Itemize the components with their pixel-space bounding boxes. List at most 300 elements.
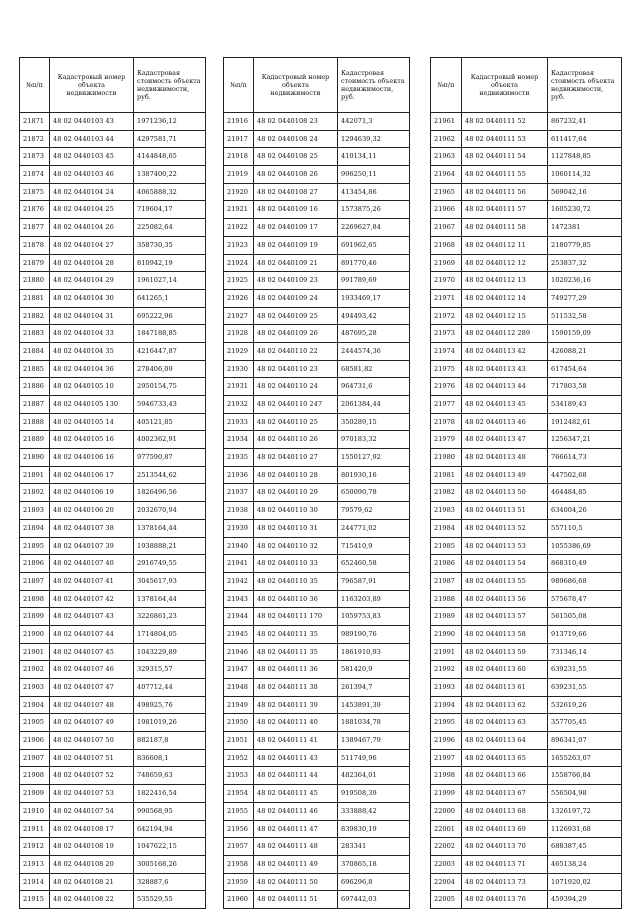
cadastral-number-cell: 48 02 0440110 36 [254,590,338,608]
table-header-row [224,58,410,113]
cadastral-value-cell: 3005168,26 [134,855,206,873]
cadastral-value-cell: 2444574,36 [338,342,410,360]
table-row [431,342,622,360]
cadastral-value-cell: 482364,01 [338,767,410,785]
row-number-cell: 21943 [224,590,254,608]
table-row [431,254,622,272]
cadastral-value-cell: 575678,47 [548,590,622,608]
table-row [224,148,410,166]
table-row [224,413,410,431]
row-number-cell: 21972 [431,307,462,325]
cadastral-value-cell: 1126931,68 [548,820,622,838]
table-row [20,219,206,237]
table-row [20,643,206,661]
cadastral-value-cell: 1861910,93 [338,643,410,661]
row-number-cell: 21920 [224,183,254,201]
row-number-cell: 21928 [224,325,254,343]
cadastral-number-cell: 48 02 0440111 48 [254,838,338,856]
table-row [224,785,410,803]
cadastral-number-cell: 48 02 0440111 51 [254,891,338,909]
row-number-cell: 21991 [431,643,462,661]
table-row [431,201,622,219]
cadastral-value-cell: 1558766,84 [548,767,622,785]
cadastral-table-2 [223,57,410,909]
row-number-cell: 21889 [20,431,50,449]
table-row [20,413,206,431]
row-number-cell: 21974 [431,342,462,360]
cadastral-value-cell: 557110,5 [548,519,622,537]
cadastral-value-cell: 358730,35 [134,236,206,254]
row-number-cell: 22000 [431,802,462,820]
cadastral-number-cell: 48 02 0440113 61 [462,679,548,697]
table-row [20,113,206,131]
cadastral-number-cell: 48 02 0440111 44 [254,767,338,785]
row-number-cell: 21932 [224,396,254,414]
table-row [20,148,206,166]
cadastral-number-cell: 48 02 0440106 17 [50,466,134,484]
row-number-cell: 21876 [20,201,50,219]
cadastral-number-cell: 48 02 0440109 17 [254,219,338,237]
cadastral-value-cell: 650090,78 [338,484,410,502]
cadastral-value-cell: 1163203,89 [338,590,410,608]
row-number-cell: 21960 [224,891,254,909]
cadastral-number-cell: 48 02 0440113 58 [462,625,548,643]
row-number-cell: 22004 [431,873,462,891]
table-row [20,625,206,643]
cadastral-value-cell: 535529,55 [134,891,206,909]
cadastral-number-cell: 48 02 0440111 36 [254,661,338,679]
row-number-cell: 21999 [431,785,462,803]
table-row [224,537,410,555]
row-number-cell: 21888 [20,413,50,431]
row-number-cell: 22001 [431,820,462,838]
cadastral-number-cell: 48 02 0440108 17 [50,820,134,838]
row-number-cell: 21923 [224,236,254,254]
cadastral-number-cell: 48 02 0440113 54 [462,555,548,573]
table-row [431,449,622,467]
row-number-cell: 21935 [224,449,254,467]
row-number-cell: 21896 [20,555,50,573]
row-number-cell: 21955 [224,802,254,820]
cadastral-value-cell: 697442,03 [338,891,410,909]
table-row [20,519,206,537]
table-row [20,696,206,714]
table-row [224,891,410,909]
table-row [224,484,410,502]
table-row [224,130,410,148]
cadastral-number-cell: 48 02 0440108 21 [50,873,134,891]
table-row [431,820,622,838]
row-number-cell: 21977 [431,396,462,414]
table-row [224,219,410,237]
cadastral-number-cell: 48 02 0440107 46 [50,661,134,679]
cadastral-number-cell: 48 02 0440108 20 [50,855,134,873]
cadastral-number-cell: 48 02 0440108 22 [50,891,134,909]
cadastral-value-cell: 1453891,39 [338,696,410,714]
cadastral-value-cell: 278406,09 [134,360,206,378]
table-row [431,714,622,732]
table-row [431,148,622,166]
cadastral-value-cell: 996250,11 [338,166,410,184]
row-number-cell: 21875 [20,183,50,201]
cadastral-number-cell: 48 02 0440112 12 [462,254,548,272]
row-number-cell: 21994 [431,696,462,714]
row-number-cell: 21900 [20,625,50,643]
cadastral-number-cell: 48 02 0440113 67 [462,785,548,803]
row-number-cell: 21983 [431,502,462,520]
cadastral-number-cell: 48 02 0440113 52 [462,519,548,537]
cadastral-number-cell: 48 02 0440110 31 [254,519,338,537]
table-row [20,236,206,254]
table-row [431,537,622,555]
row-number-cell: 21964 [431,166,462,184]
cadastral-number-cell: 48 02 0440113 60 [462,661,548,679]
row-number-cell: 21963 [431,148,462,166]
table-row [20,572,206,590]
cadastral-number-cell: 48 02 0440113 73 [462,873,548,891]
row-number-cell: 21988 [431,590,462,608]
cadastral-value-cell: 511532,58 [548,307,622,325]
table-row [224,466,410,484]
cadastral-value-cell: 1590159,09 [548,325,622,343]
table-row [20,449,206,467]
cadastral-number-cell: 48 02 0440111 54 [462,148,548,166]
row-number-cell: 21878 [20,236,50,254]
row-number-cell: 21979 [431,431,462,449]
cadastral-number-cell: 48 02 0440107 53 [50,785,134,803]
cadastral-number-cell: 48 02 0440113 62 [462,696,548,714]
cadastral-value-cell: 1605230,72 [548,201,622,219]
cadastral-number-cell: 48 02 0440110 28 [254,466,338,484]
cadastral-value-cell: 3226861,23 [134,608,206,626]
cadastral-number-cell: 48 02 0440110 26 [254,431,338,449]
row-number-cell: 21908 [20,767,50,785]
cadastral-number-cell: 48 02 0440113 46 [462,413,548,431]
table-row [20,767,206,785]
row-number-cell: 21965 [431,183,462,201]
table-row [224,378,410,396]
cadastral-value-cell: 1912482,61 [548,413,622,431]
cadastral-number-cell: 48 02 0440111 46 [254,802,338,820]
cadastral-number-cell: 48 02 0440110 22 [254,342,338,360]
table-row [20,590,206,608]
row-number-cell: 21942 [224,572,254,590]
row-number-cell: 21967 [431,219,462,237]
cadastral-number-cell: 48 02 0440107 42 [50,590,134,608]
table-row [431,166,622,184]
table-body [224,113,410,909]
cadastral-number-cell: 48 02 0440109 24 [254,289,338,307]
cadastral-value-cell: 867232,41 [548,113,622,131]
table-row [431,891,622,909]
cadastral-table-1 [19,57,206,909]
cadastral-value-cell: 2061384,44 [338,396,410,414]
cadastral-number-cell: 48 02 0440111 40 [254,714,338,732]
row-number-cell: 21968 [431,236,462,254]
table-row [431,502,622,520]
row-number-cell: 21929 [224,342,254,360]
cadastral-value-cell: 370865,18 [338,855,410,873]
cadastral-value-cell: 1326197,72 [548,802,622,820]
cadastral-value-cell: 868310,49 [548,555,622,573]
row-number-cell: 21886 [20,378,50,396]
cadastral-value-cell: 532619,26 [548,696,622,714]
cadastral-value-cell: 1127848,85 [548,148,622,166]
row-number-cell: 21916 [224,113,254,131]
table-row [20,342,206,360]
cadastral-number-cell: 48 02 0440107 43 [50,608,134,626]
row-number-cell: 21895 [20,537,50,555]
cadastral-value-cell: 569042,16 [548,183,622,201]
row-number-cell: 21966 [431,201,462,219]
table-row [224,820,410,838]
row-number-cell: 21905 [20,714,50,732]
table-row [20,254,206,272]
cadastral-number-cell: 48 02 0440103 44 [50,130,134,148]
row-number-cell: 21931 [224,378,254,396]
table-row [224,502,410,520]
cadastral-number-cell: 48 02 0440110 35 [254,572,338,590]
table-row [224,767,410,785]
cadastral-number-cell: 48 02 0440111 56 [462,183,548,201]
table-row [20,201,206,219]
cadastral-value-cell: 970183,32 [338,431,410,449]
cadastral-value-cell: 225082,64 [134,219,206,237]
table-row [431,431,622,449]
table-row [431,572,622,590]
cadastral-value-cell: 1881034,78 [338,714,410,732]
row-number-cell: 21871 [20,113,50,131]
cadastral-value-cell: 1055386,69 [548,537,622,555]
cadastral-number-cell: 48 02 0440105 16 [50,431,134,449]
row-number-cell: 21954 [224,785,254,803]
cadastral-number-cell: 48 02 0440107 38 [50,519,134,537]
row-number-cell: 21937 [224,484,254,502]
table-body [20,113,206,909]
table-row [224,113,410,131]
row-number-cell: 21904 [20,696,50,714]
cadastral-value-cell: 4297581,71 [134,130,206,148]
cadastral-value-cell: 350289,15 [338,413,410,431]
cadastral-number-cell: 48 02 0440113 48 [462,449,548,467]
row-number-cell: 21945 [224,625,254,643]
cadastral-value-cell: 991789,69 [338,272,410,290]
cadastral-number-cell: 48 02 0440103 45 [50,148,134,166]
cadastral-value-cell: 1933469,17 [338,289,410,307]
header-num: №п/п [431,58,462,113]
cadastral-number-cell: 48 02 0440104 27 [50,236,134,254]
cadastral-value-cell: 1059753,83 [338,608,410,626]
row-number-cell: 21930 [224,360,254,378]
cadastral-number-cell: 48 02 0440113 43 [462,360,548,378]
header-cadastral-value: Кадастровая стоимость объекта недвижимости, руб. [338,58,410,113]
cadastral-number-cell: 48 02 0440109 21 [254,254,338,272]
table-row [20,749,206,767]
cadastral-number-cell: 48 02 0440108 19 [50,838,134,856]
row-number-cell: 21946 [224,643,254,661]
cadastral-number-cell: 48 02 0440113 59 [462,643,548,661]
cadastral-value-cell: 989190,76 [338,625,410,643]
table-row [224,696,410,714]
table-row [431,855,622,873]
cadastral-number-cell: 48 02 0440104 31 [50,307,134,325]
table-row [224,732,410,750]
table-row [20,396,206,414]
cadastral-value-cell: 641265,1 [134,289,206,307]
table-row [431,378,622,396]
table-row [224,289,410,307]
cadastral-value-cell: 919508,39 [338,785,410,803]
table-row [20,891,206,909]
row-number-cell: 21897 [20,572,50,590]
cadastral-value-cell: 1378164,44 [134,519,206,537]
row-number-cell: 21883 [20,325,50,343]
row-number-cell: 21984 [431,519,462,537]
cadastral-number-cell: 48 02 0440111 50 [254,873,338,891]
cadastral-number-cell: 48 02 0440110 23 [254,360,338,378]
cadastral-value-cell: 652460,58 [338,555,410,573]
cadastral-number-cell: 48 02 0440107 52 [50,767,134,785]
cadastral-value-cell: 696296,8 [338,873,410,891]
cadastral-value-cell: 4002362,91 [134,431,206,449]
table-row [224,325,410,343]
cadastral-number-cell: 48 02 0440108 25 [254,148,338,166]
cadastral-number-cell: 48 02 0440112 289 [462,325,548,343]
table-row [431,236,622,254]
cadastral-value-cell: 913719,66 [548,625,622,643]
cadastral-number-cell: 48 02 0440111 45 [254,785,338,803]
cadastral-number-cell: 48 02 0440113 68 [462,802,548,820]
cadastral-number-cell: 48 02 0440112 13 [462,272,548,290]
cadastral-value-cell: 642194,94 [134,820,206,838]
cadastral-value-cell: 405121,85 [134,413,206,431]
row-number-cell: 21970 [431,272,462,290]
cadastral-value-cell: 2950154,75 [134,378,206,396]
cadastral-value-cell: 836608,1 [134,749,206,767]
cadastral-value-cell: 839830,19 [338,820,410,838]
table-row [224,519,410,537]
cadastral-number-cell: 48 02 0440113 50 [462,484,548,502]
cadastral-number-cell: 48 02 0440113 64 [462,732,548,750]
table-row [431,113,622,131]
row-number-cell: 21919 [224,166,254,184]
row-number-cell: 21995 [431,714,462,732]
row-number-cell: 21907 [20,749,50,767]
cadastral-number-cell: 48 02 0440108 23 [254,113,338,131]
row-number-cell: 21922 [224,219,254,237]
table-row [224,307,410,325]
cadastral-value-cell: 581420,9 [338,661,410,679]
row-number-cell: 21990 [431,625,462,643]
cadastral-value-cell: 487695,28 [338,325,410,343]
row-number-cell: 21971 [431,289,462,307]
cadastral-value-cell: 801930,16 [338,466,410,484]
row-number-cell: 21877 [20,219,50,237]
cadastral-number-cell: 48 02 0440111 170 [254,608,338,626]
table-row [20,272,206,290]
table-row [431,767,622,785]
row-number-cell: 21872 [20,130,50,148]
row-number-cell: 21936 [224,466,254,484]
cadastral-value-cell: 796587,91 [338,572,410,590]
table-row [224,855,410,873]
cadastral-value-cell: 1714804,05 [134,625,206,643]
table-row [431,396,622,414]
cadastral-value-cell: 810942,19 [134,254,206,272]
row-number-cell: 21902 [20,661,50,679]
cadastral-value-cell: 766614,73 [548,449,622,467]
cadastral-number-cell: 48 02 0440104 35 [50,342,134,360]
table-header-row [20,58,206,113]
cadastral-number-cell: 48 02 0440113 56 [462,590,548,608]
table-row [431,679,622,697]
row-number-cell: 21957 [224,838,254,856]
cadastral-number-cell: 48 02 0440105 10 [50,378,134,396]
cadastral-number-cell: 48 02 0440104 28 [50,254,134,272]
cadastral-value-cell: 283341 [338,838,410,856]
row-number-cell: 21940 [224,537,254,555]
table-row [20,431,206,449]
header-cadastral-number: Кадастровый номер объекта недвижимости [50,58,134,113]
cadastral-value-cell: 1847188,85 [134,325,206,343]
cadastral-value-cell: 1961027,14 [134,272,206,290]
table-row [431,643,622,661]
row-number-cell: 21958 [224,855,254,873]
row-number-cell: 21934 [224,431,254,449]
row-number-cell: 21910 [20,802,50,820]
row-number-cell: 21925 [224,272,254,290]
row-number-cell: 21874 [20,166,50,184]
cadastral-number-cell: 48 02 0440109 19 [254,236,338,254]
cadastral-number-cell: 48 02 0440109 25 [254,307,338,325]
table-row [20,732,206,750]
cadastral-number-cell: 48 02 0440107 39 [50,537,134,555]
table-row [224,183,410,201]
cadastral-number-cell: 48 02 0440104 33 [50,325,134,343]
cadastral-value-cell: 990568,95 [134,802,206,820]
header-cadastral-value: Кадастровая стоимость объекта недвижимости, руб. [134,58,206,113]
table-row [20,679,206,697]
cadastral-number-cell: 48 02 0440104 30 [50,289,134,307]
cadastral-number-cell: 48 02 0440107 40 [50,555,134,573]
cadastral-value-cell: 1822416,54 [134,785,206,803]
table-row [431,307,622,325]
row-number-cell: 21973 [431,325,462,343]
cadastral-number-cell: 48 02 0440110 29 [254,484,338,502]
cadastral-value-cell: 1938888,21 [134,537,206,555]
cadastral-value-cell: 882187,8 [134,732,206,750]
cadastral-value-cell: 1550127,92 [338,449,410,467]
cadastral-value-cell: 407712,44 [134,679,206,697]
cadastral-value-cell: 634004,26 [548,502,622,520]
cadastral-number-cell: 48 02 0440108 26 [254,166,338,184]
table-row [20,183,206,201]
row-number-cell: 21993 [431,679,462,697]
cadastral-value-cell: 2032670,94 [134,502,206,520]
cadastral-number-cell: 48 02 0440113 57 [462,608,548,626]
row-number-cell: 22002 [431,838,462,856]
table-row [224,166,410,184]
table-row [224,625,410,643]
cadastral-value-cell: 494493,42 [338,307,410,325]
row-number-cell: 21914 [20,873,50,891]
table-row [224,802,410,820]
table-row [431,360,622,378]
table-row [224,431,410,449]
cadastral-value-cell: 2180779,85 [548,236,622,254]
table-row [431,413,622,431]
table-row [224,838,410,856]
